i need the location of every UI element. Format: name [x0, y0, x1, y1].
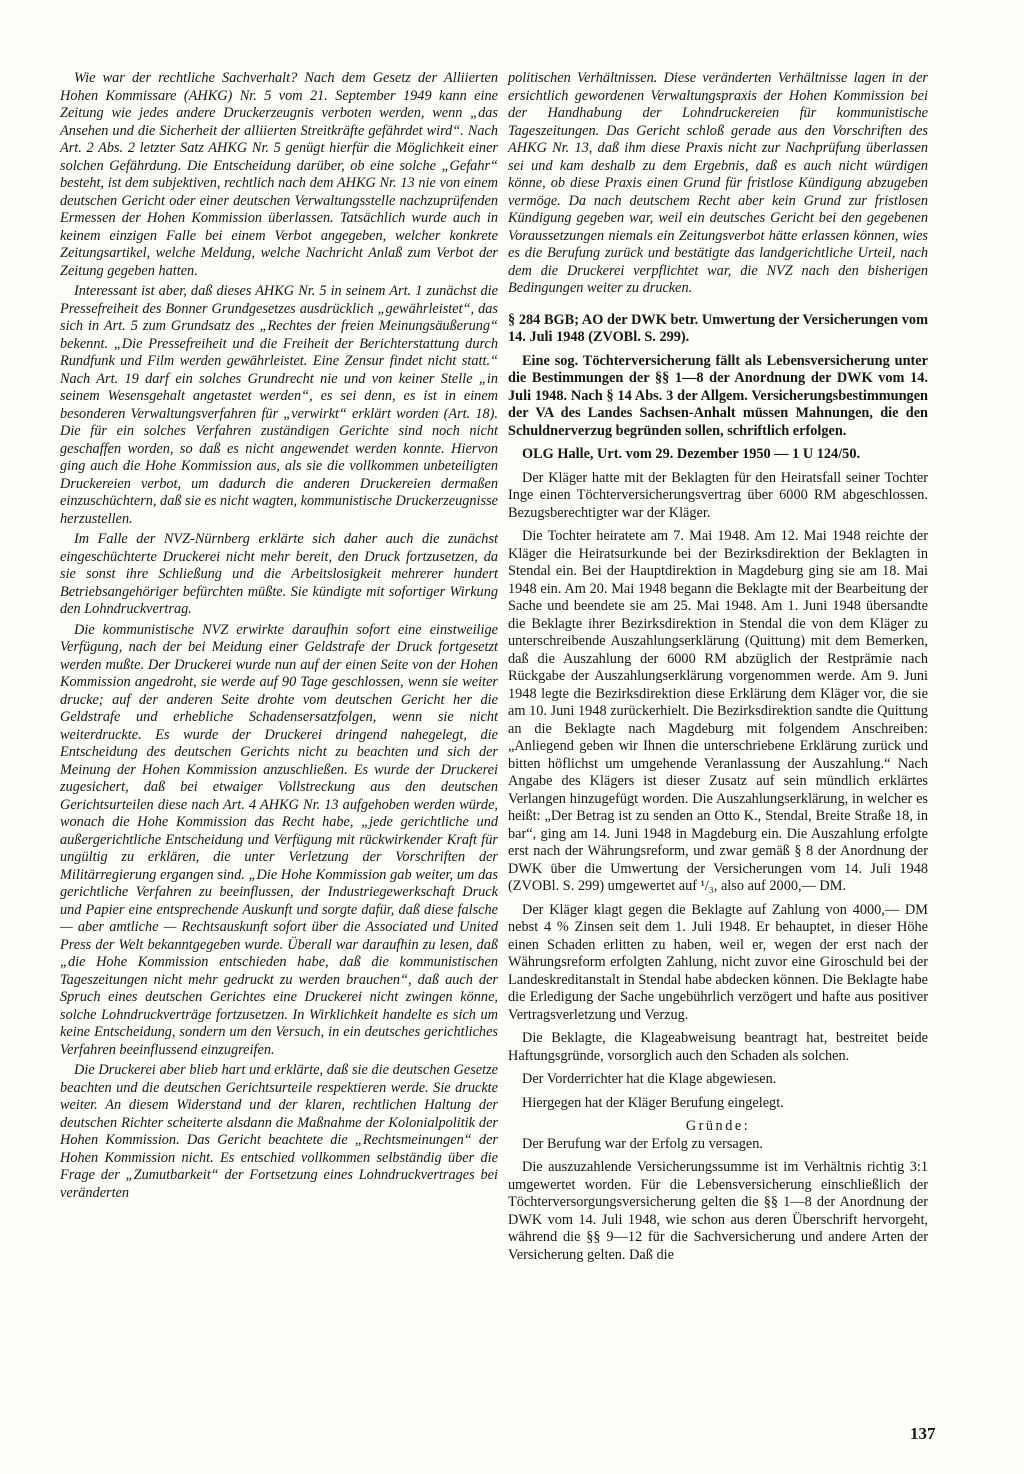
left-column [60, 70, 498, 1202]
body-paragraph: Der Kläger klagt gegen die Beklagte auf Zahlung von 4000,— DM nebst 4 % Zinsen seit dem 1. Juli 1948. Er behauptet, in dieser Höhe einen Schaden erlitten zu haben, weil er, wegen der erst nach der Währungsreform erfolgten Zahlung, nicht zuvor eine Giroschuld bei der Landeskreditanstalt in Stendal habe abdecken können. Die Beklagte habe die Erledigung der Sache ungebührlich verzögert und hafte aus positiver Vertragsverletzung und Verzug. [508, 901, 928, 1023]
body-paragraph: Hiergegen hat der Kläger Berufung eingelegt. [522, 1094, 784, 1111]
body-paragraph: Die Beklagte, die Klageabweisung beantragt hat, bestreitet beide Haftungsgründe, vorsorglich auch den Schaden als solchen. [508, 1030, 928, 1064]
grounds-paragraph: Die auszuzahlende Versicherungssumme ist im Verhältnis richtig 3:1 umgewertet worden. Für die Lebensversicherung einschließlich der Töchterversorgungsversicherung gelten die §§ 1—8 der Anordnung der DWK vom 14. Juli 1948, wie schon aus deren Überschrift hervorgeht, während die §§ 9—12 für die Sachversicherung und andere Arten der Versicherung gelten. Daß die [508, 1159, 928, 1263]
left-paragraph: Interessant ist aber, daß dieses AHKG Nr. 5 in seinem Art. 1 zunächst die Pressefreiheit des Bonner Grundgesetzes ausdrücklich „gewährleistet“, das sich in Art. 5 zum Grundsatz des „Rechtes der freien Meinungsäußerung“ bekennt. „Die Pressefreiheit und die Freiheit der Berichterstattung durch Rundfunk und Film werden gewährleistet. Eine Zensur findet nicht statt.“ Nach Art. 19 darf ein solches Grundrecht nie und von keiner Stelle „in seinem Wesensgehalt angetastet werden“, es sei denn, es ist in einem besonderen Verwaltungsverfahren für „verwirkt“ erklärt worden (Art. 18). Die für ein solches Verfahren zuständigen Gerichte sind noch nicht geschaffen worden, so daß es nicht angewendet werden konnte. Hiervon ging auch die Hohe Kommission aus, als sie die vollkommen unbeteiligten Druckereien verbot, um dadurch die anderen Druckereien dermaßen einzuschüchtern, daß sie es nicht wagten, kommunistische Druckerzeugnisse herzustellen. [60, 283, 498, 527]
grounds-paragraph: Der Berufung war der Erfolg zu versagen. [522, 1135, 763, 1152]
law-heading: § 284 BGB; AO der DWK betr. Umwertung der Versicherungen vom 14. Juli 1948 (ZVOBl. S. 299). [508, 311, 928, 345]
continuation-paragraph: politischen Verhältnissen. Diese veränderten Verhältnisse lagen in der ersichtlich gewordenen Verwaltungspraxis der Hohen Kommission bei der Handhabung der Lohndruckereien für kommunistische Tageszeitungen. Das Gericht schloß gerade aus den Vorschriften des AHKG Nr. 13, daß ihm diese Praxis nicht zur Nachprüfung überlassen sei und kam deshalb zu dem Ergebnis, daß es auch nicht würdigen könne, ob diese Praxis einen Grund für fristlose Kündigung abzugeben vermöge. Da nach deutschem Recht aber kein Grund zur fristlosen Kündigung gegeben war, weil ein deutsches Gericht bei den gegebenen Voraussetzungen niemals ein Zeitungsverbot hätte erlassen können, wies es die Berufung zurück und bestätigte das landgerichtliche Urteil, nach dem die Druckerei verpflichtet war, die NVZ nach den bisherigen Bedingungen weiter zu drucken. [508, 70, 928, 296]
left-paragraph: Wie war der rechtliche Sachverhalt? Nach dem Gesetz der Alliierten Hohen Kommissare (AHKG) Nr. 5 vom 21. September 1949 kann eine Zeitung wie jedes andere Druckerzeugnis verboten werden, wenn „das Ansehen und die Sicherheit der alliierten Streitkräfte gefährdet wird“. Nach Art. 2 Abs. 2 letzter Satz AHKG Nr. 5 genügt hierfür die Möglichkeit einer solchen Gefährdung. Die Entscheidung darüber, ob eine solche „Gefahr“ besteht, ist dem subjektiven, rechtlich nach dem AHKG Nr. 13 nie von einem deutschen Gericht oder einer deutschen Verwaltungsstelle nachzuprüfenden Ermessen der Hohen Kommission überlassen. Tatsächlich wurde auch in keinem einzigen Falle bei einem Verbot angegeben, welcher konkrete Zeitungsartikel, welche Meldung, welche Nachricht Anlaß zum Verbot der Zeitung gegeben hatten. [60, 70, 498, 279]
section-title: Gründe: [685, 1118, 751, 1134]
page-number: 137 [910, 1424, 936, 1443]
headnote: Eine sog. Töchterversicherung fällt als Lebensversicherung unter die Bestimmungen der §§ 1—8 der Anordnung der DWK vom 14. Juli 1948. Nach § 14 Abs. 3 der Allgem. Versicherungsbestimmungen der VA des Landes Sachsen-Anhalt müssen Mahnungen, die den Schuldnerverzug begründen sollen, schriftlich erfolgen. [508, 352, 928, 439]
left-paragraph: Im Falle der NVZ-Nürnberg erklärte sich daher auch die zunächst eingeschüchterte Druckerei nicht mehr bereit, den Druck fortzusetzen, da sie sonst ihre Schließung und die Arbeitslosigkeit mehrerer hundert Betriebsangehöriger befürchten müßte. Sie kündigte mit sofortiger Wirkung den Lohndruckvertrag. [60, 531, 498, 617]
body-paragraph: Die Tochter heiratete am 7. Mai 1948. Am 12. Mai 1948 reichte der Kläger die Heiratsurkunde bei der Bezirksdirektion der Beklagten in Stendal ein. Bei der Hauptdirektion in Magdeburg ging sie am 18. Mai 1948 ein. Am 20. Mai 1948 begann die Beklagte mit der Bearbeitung der Sache und beendete sie am 25. Mai 1948. Am 1. Juni 1948 übersandte die Beklagte ihrer Bezirksdirektion in Stendal die von dem Kläger zu unterschreibende Auszahlungserklärung (Quittung) mit dem Bemerken, daß die Auszahlung der 6000 RM abzüglich der Restprämie nach Rückgabe der Auszahlungserklärung vorgenommen werde. Am 9. Juni 1948 legte die Bezirksdirektion diese Erklärung dem Kläger vor, die sie am 10. Juni 1948 zurückerhielt. Die Bezirksdirektion sandte die Quittung an die Beklagte nach Magdeburg mit folgendem Anschreiben: „Anliegend geben wir Ihnen die unterschriebene Erklärung zurück und bitten höflichst um umgehende Veranlassung der Auszahlung.“ Nach Angabe des Klägers ist dieser Zusatz auf sein mündlich erklärtes Verlangen hinzugefügt worden. Die Auszahlungserklärung, in welcher es heißt: „Der Betrag ist zu senden an Otto K., Stendal, Breite Straße 18, in bar“, ging am 14. Juni 1948 in Magdeburg ein. Die Auszahlung erfolgte erst nach der Währungsreform, und zwar gemäß § 8 der Anordnung der DWK über die Umwertung der Versicherungen vom 14. Juli 1948 (ZVOBl. S. 299) umgewertet auf ¹/₃, also auf 2000,— DM. [508, 528, 928, 894]
right-column [508, 70, 928, 1264]
left-paragraph: Die kommunistische NVZ erwirkte daraufhin sofort eine einstweilige Verfügung, nach der bei Meidung einer Geldstrafe der Druck fortgesetzt werden mußte. Der Druckerei wurde nun auf der einen Seite von der Hohen Kommission angedroht, sie werde auf 90 Tage geschlossen, wenn sie weiter drucke; auf der anderen Seite drohte vom deutschen Gericht her die Geldstrafe und erhebliche Schadensersatzfolgen, wenn sie nicht weiterdruckte. Es wurde der Druckerei dringend nahegelegt, die Entscheidung des deutschen Gerichts nicht zu beachten und sich der Meinung der Hohen Kommission anzuschließen. Es wurde der Druckerei zugesichert, daß bei etwaiger Vollstreckung aus den deutschen Gerichtsurteilen diese nach Art. 4 AHKG Nr. 13 aufgehoben werden würde, wonach die Hohe Kommission das Recht habe, „jede gerichtliche und außergerichtliche Entscheidung und Verfügung mit rückwirkender Kraft für ungültig zu erklären, die unter Verletzung der Vorschriften der Militärregierung ergangen sind. „Die Hohe Kommission gab weiter, um das gerichtliche Verfahren zu beeinflussen, der Industriegewerkschaft Druck und Papier eine entsprechende Auskunft und sorgte dafür, daß diese falsche — aber amtliche — Rechtsauskunft sofort über die Associated und United Press der Welt bekanntgegeben wurde. Überall war daraufhin zu lesen, daß „die Hohe Kommission entschieden habe, daß die kommunistischen Tageszeitungen nicht mehr gedruckt zu werden brauchen“, daß auch der Spruch eines deutschen Gerichtes eine Druckerei nicht zwingen könne, solche Lohndruckverträge fortzusetzen. In Wirklichkeit handelte es sich um keine Entscheidung, sondern um den Versuch, in ein deutsches gerichtliches Verfahren beeinflussend einzugreifen. [60, 621, 498, 1058]
body-paragraph: Der Kläger hatte mit der Beklagten für den Heiratsfall seiner Tochter Inge einen Töchterversicherungsvertrag über 6000 RM abgeschlossen. Bezugsberechtigter war der Kläger. [508, 469, 928, 521]
left-paragraph: Die Druckerei aber blieb hart und erklärte, daß sie die deutschen Gesetze beachten und die deutschen Gerichtsurteile respektieren werde. Sie druckte weiter. An diesem Widerstand und der klaren, rechtlichen Haltung der deutschen Richter scheiterte alsdann die Maßnahme der Kolonialpolitik der Hohen Kommission. Das Gericht beachtete die „Rechtsmeinungen“ der Hohen Kommission nicht. Es entschied vollkommen selbständig über die Frage der „Zumutbarkeit“ der Fortsetzung eines Lohndruckvertrages bei veränderten [60, 1062, 498, 1201]
court-citation: OLG Halle, Urt. vom 29. Dezember 1950 — 1 U 124/50. [522, 446, 861, 462]
body-paragraph: Der Vorderrichter hat die Klage abgewiesen. [522, 1071, 777, 1087]
